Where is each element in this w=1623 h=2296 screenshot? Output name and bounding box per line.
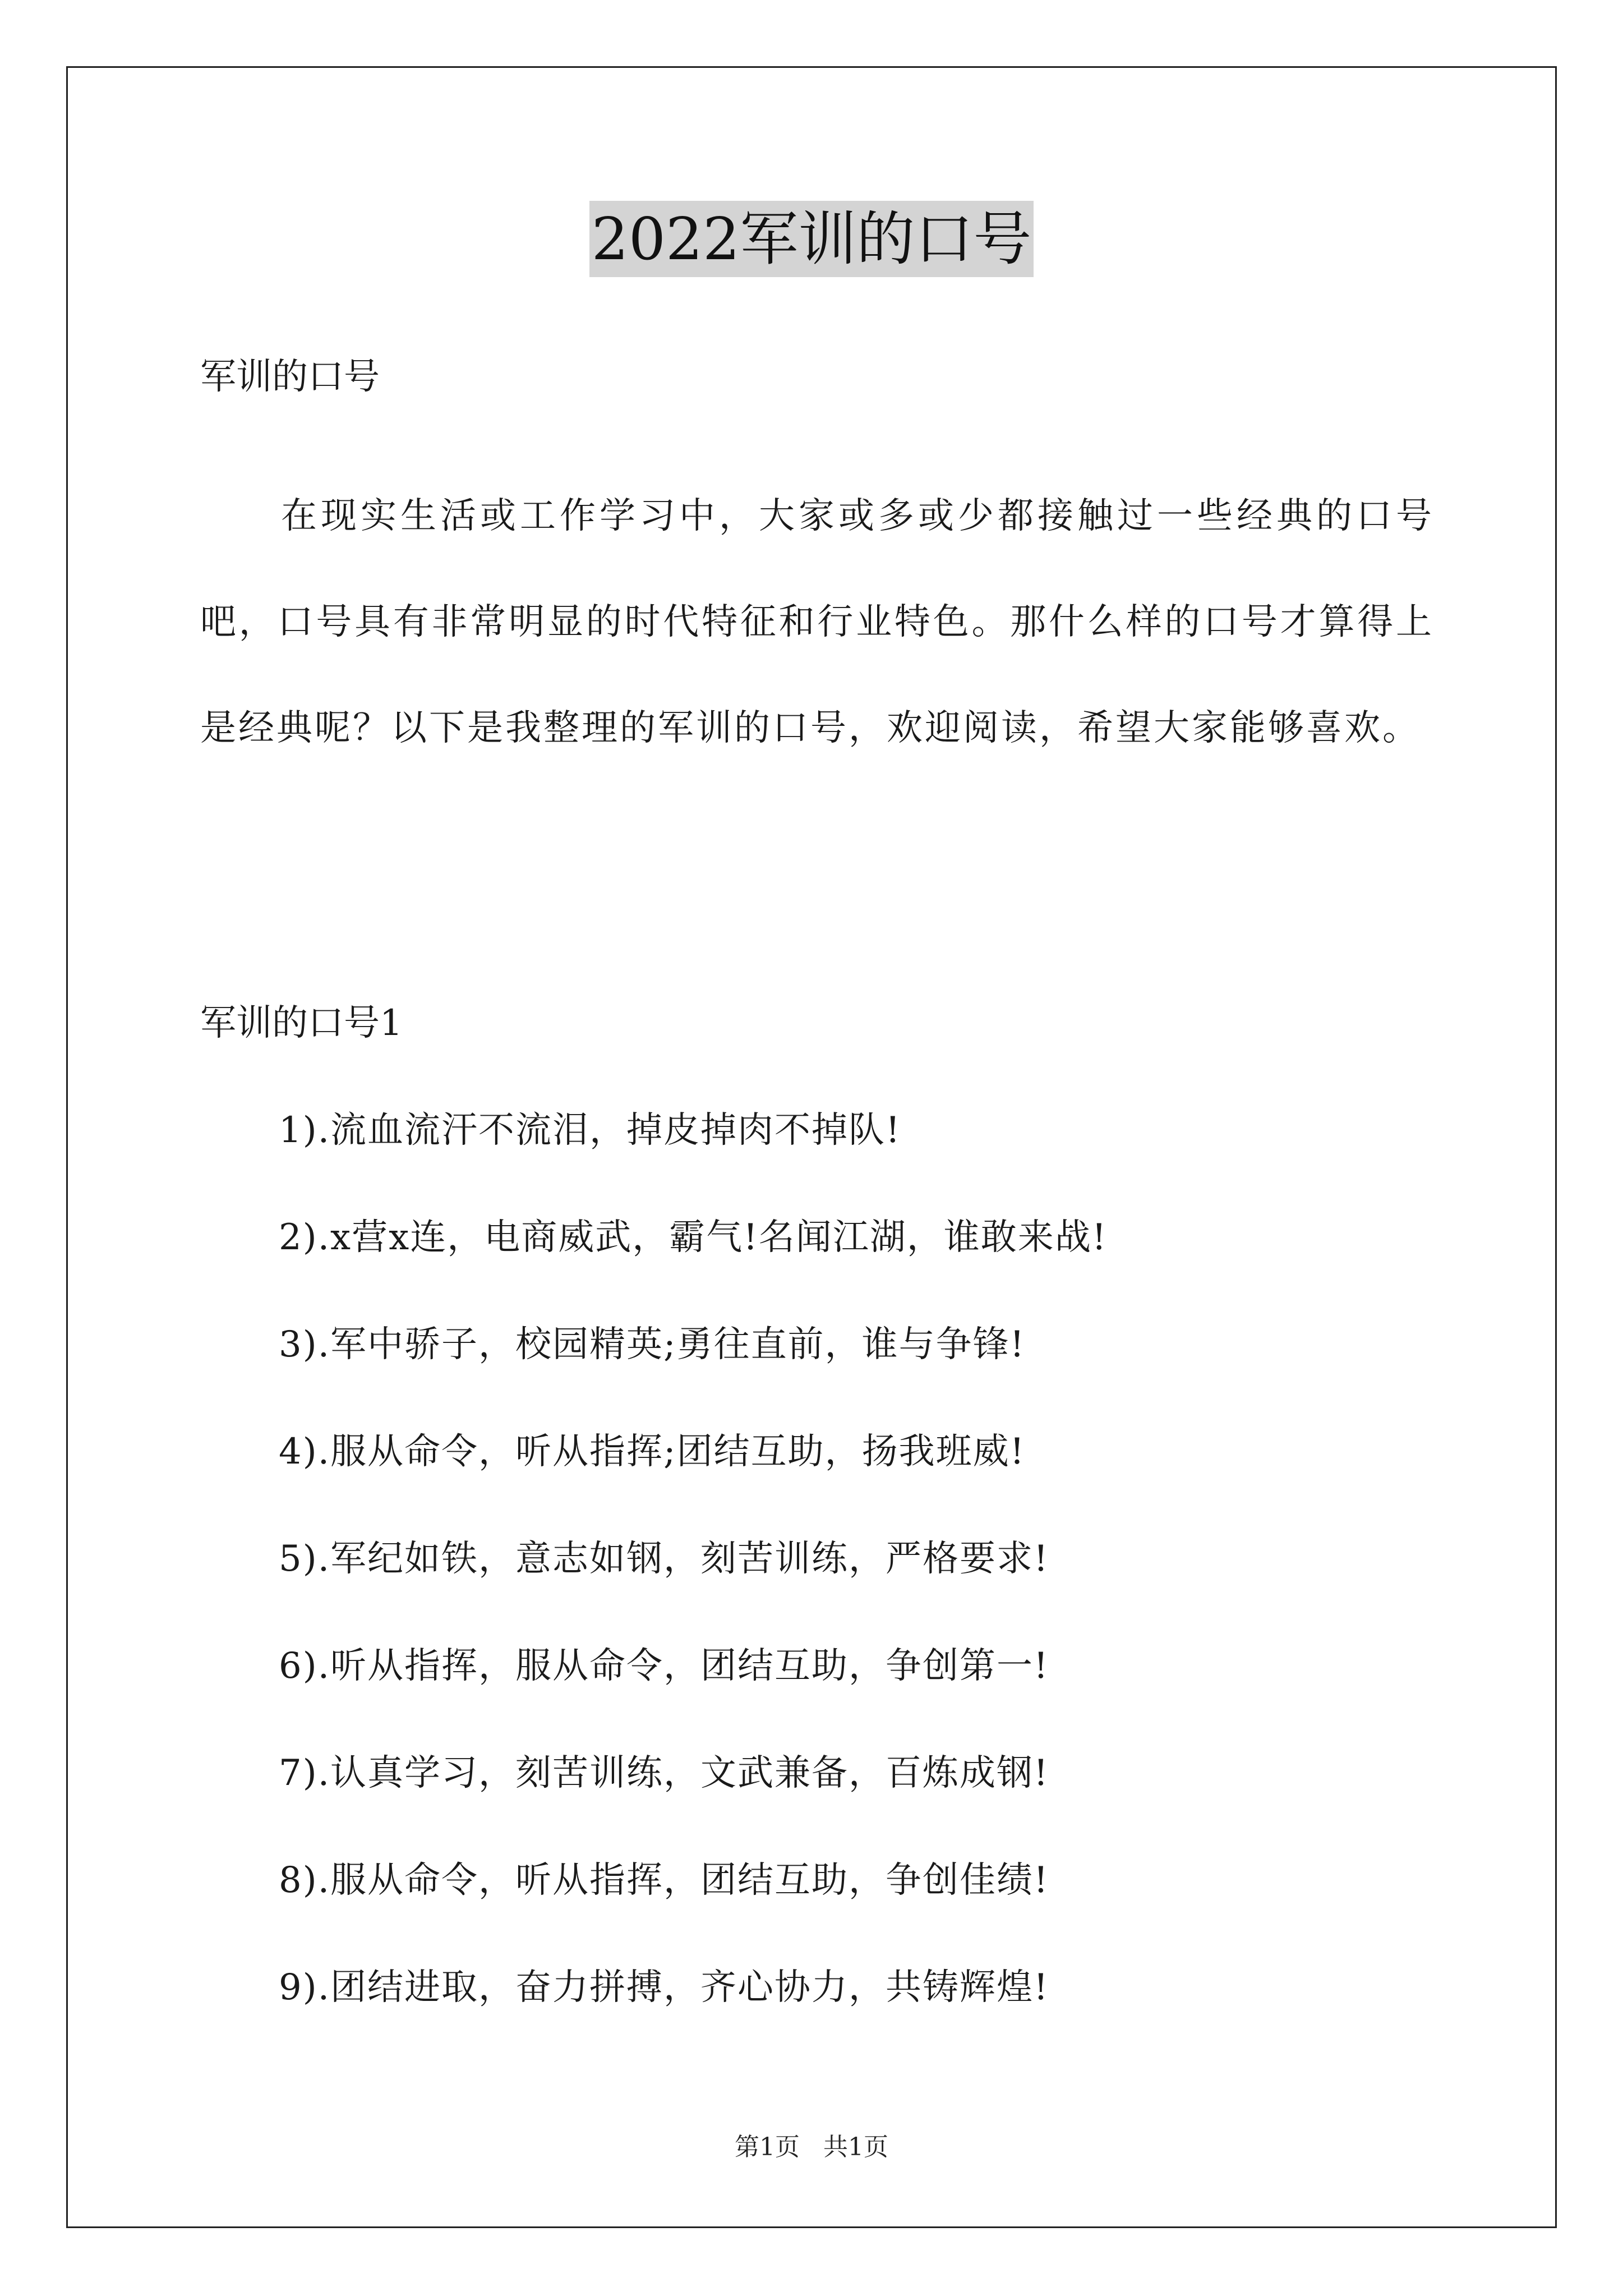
slogan-item-6: 6).听从指挥，服从命令，团结互助，争创第一! xyxy=(279,1645,1049,1687)
section-heading-slogans-1: 军训的口号1 xyxy=(200,1002,403,1044)
slogan-item-7: 7).认真学习，刻苦训练，文武兼备，百炼成钢! xyxy=(279,1752,1049,1794)
document-title: 2022军训的口号 xyxy=(589,201,1034,277)
slogan-item-5: 5).军纪如铁，意志如钢，刻苦训练，严格要求! xyxy=(279,1538,1049,1580)
slogan-item-4: 4).服从命令，听从指挥;团结互助，扬我班威! xyxy=(279,1431,1026,1473)
slogan-item-3: 3).军中骄子，校园精英;勇往直前，谁与争锋! xyxy=(279,1324,1026,1365)
slogan-item-1: 1).流血流汗不流泪，掉皮掉肉不掉队! xyxy=(279,1110,901,1151)
page-footer: 第1页 共1页 xyxy=(735,2133,888,2161)
slogan-item-8: 8).服从命令，听从指挥，团结互助，争创佳绩! xyxy=(279,1860,1049,1901)
intro-paragraph: 在现实生活或工作学习中，大家或多或少都接触过一些经典的口号吧，口号具有非常明显的时代特征和行业特色。那什么样的口号才算得上是经典呢？以下是我整理的军训的口号，欢迎阅读，希望大家能够喜欢。 xyxy=(200,495,1434,749)
title-container xyxy=(0,201,1623,277)
slogan-item-9: 9).团结进取，奋力拼搏，齐心协力，共铸辉煌! xyxy=(279,1967,1049,2008)
section-heading-intro: 军训的口号 xyxy=(200,356,380,398)
slogan-item-2: 2).x营x连，电商威武，霸气!名闻江湖，谁敢来战! xyxy=(279,1217,1108,1258)
